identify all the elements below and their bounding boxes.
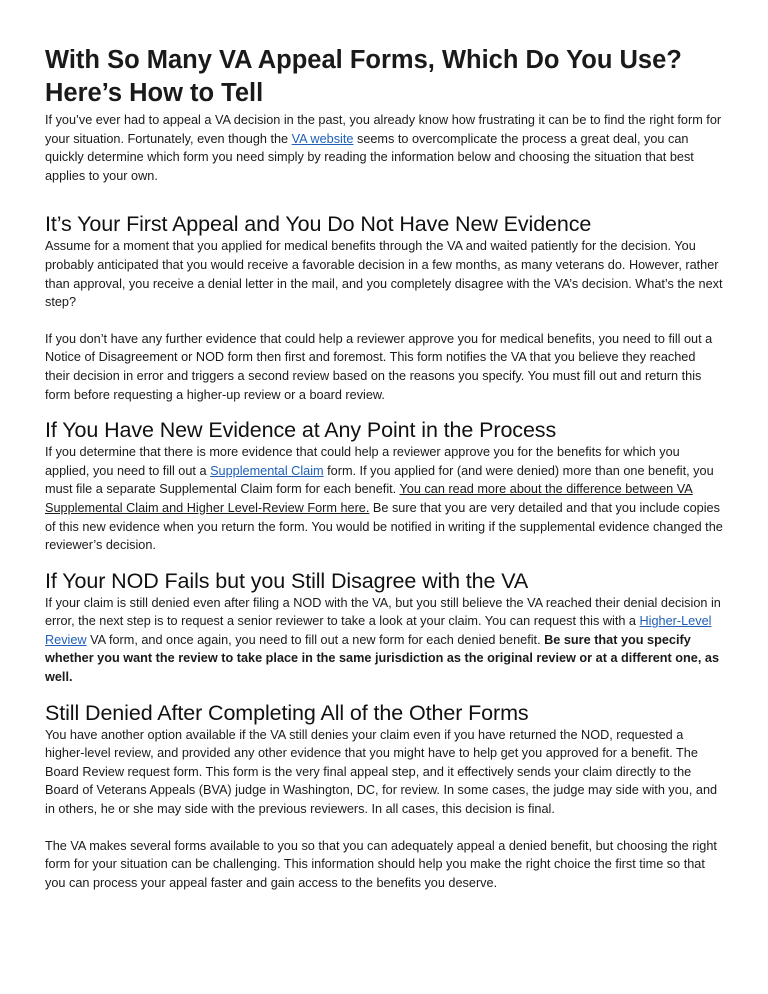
supplemental-claim-link[interactable]: Supplemental Claim [210,463,324,478]
intro-paragraph [45,111,723,185]
section-heading-still-denied: Still Denied After Completing All of the Other Forms [45,700,529,725]
closing-paragraph: The VA makes several forms available to you so that you can adequately appeal a denied benefit, but choosing the right form for your situation can be challenging. This information should help you make the right choice the first time so that you can process your appeal faster and gain access to the benefits you deserve. [45,838,717,890]
section2-text-2: form. If you applied for (and were denied) more than one benefit, you must file a separate Supplemental Claim form for each benefit. [45,463,714,497]
section3-paragraph [45,594,723,687]
section-heading-nod-fails: If Your NOD Fails but you Still Disagree with the VA [45,568,529,593]
read-more-link[interactable]: You can read more about the difference between VA Supplemental Claim and Higher Level-Review Form here. [45,482,693,515]
higher-level-review-link[interactable]: Higher-Level Review [45,614,712,647]
section2-text-1: If you determine that there is more evidence that could help a reviewer approve you for the benefits for which you applied, you need to fill out a [45,445,680,478]
va-website-link[interactable]: VA website [291,131,354,146]
section-heading-new-evidence: If You Have New Evidence at Any Point in the Process [45,418,557,443]
section3-bold-note: Be sure that you specify whether you want the review to take place in the same jurisdiction as the original review or at a different one, as well. [45,632,720,685]
section3-text-2: VA form, and once again, you need to fill out a new form for each denied benefit. [86,632,545,647]
section-heading-first-appeal: It’s Your First Appeal and You Do Not Have New Evidence [45,212,592,237]
section1-paragraph-2: If you don’t have any further evidence that could help a reviewer approve you for medical benefits, you need to fill out a Notice of Disagreement or NOD form then first and foremost. This form notifies the VA that you believe they reached their decision in error and triggers a second review based on the reasons you specify. You must fill out and return this form before requesting a higher-up review or a board review. [45,331,713,402]
intro-text-2: seems to overcomplicate the process a great deal, you can quickly determine which form you need simply by reading the information below and choosing the situation that best applies to your own. [45,131,694,183]
section4-paragraph-1: You have another option available if the VA still denies your claim even if you have returned the NOD, requested a higher-level review, and provided any other evidence that you might have to help get you approved for a benefit. The Board Review request form. This form is the very final appeal step, and it effectively sends your claim directly to the Board of Veterans Appeals (BVA) judge in Washington, DC, for review. In some cases, the judge may side with you, and in others, he or she may side with the previous reviewers. In all cases, this decision is final. [45,727,718,817]
page-title: With So Many VA Appeal Forms, Which Do You Use? Here’s How to Tell [45,46,682,107]
section2-paragraph [45,443,723,555]
section1-paragraph-1: Assume for a moment that you applied for medical benefits through the VA and waited patiently for the decision. You probably anticipated that you would receive a favorable decision in a few months, as many veterans do. However, rather than approval, you receive a denial letter in the mail, and you completely disagree with the VA’s decision. What’s the next step? [45,239,723,310]
section3-text-1: If your claim is still denied even after filing a NOD with the VA, but you still believe the VA reached their denial decision in error, the next step is to request a senior reviewer to take a look at your claim. You can request this with a [45,595,721,629]
intro-text-1: If you’ve ever had to appeal a VA decision in the past, you already know how frustrating it can be to find the right form for your situation. Fortunately, even though the [45,113,722,146]
section2-text-3: Be sure that you are very detailed and that you include copies of this new evidence when you return the form. You would be notified in writing if the supplemental evidence changed the reviewer’s decision. [45,500,723,553]
